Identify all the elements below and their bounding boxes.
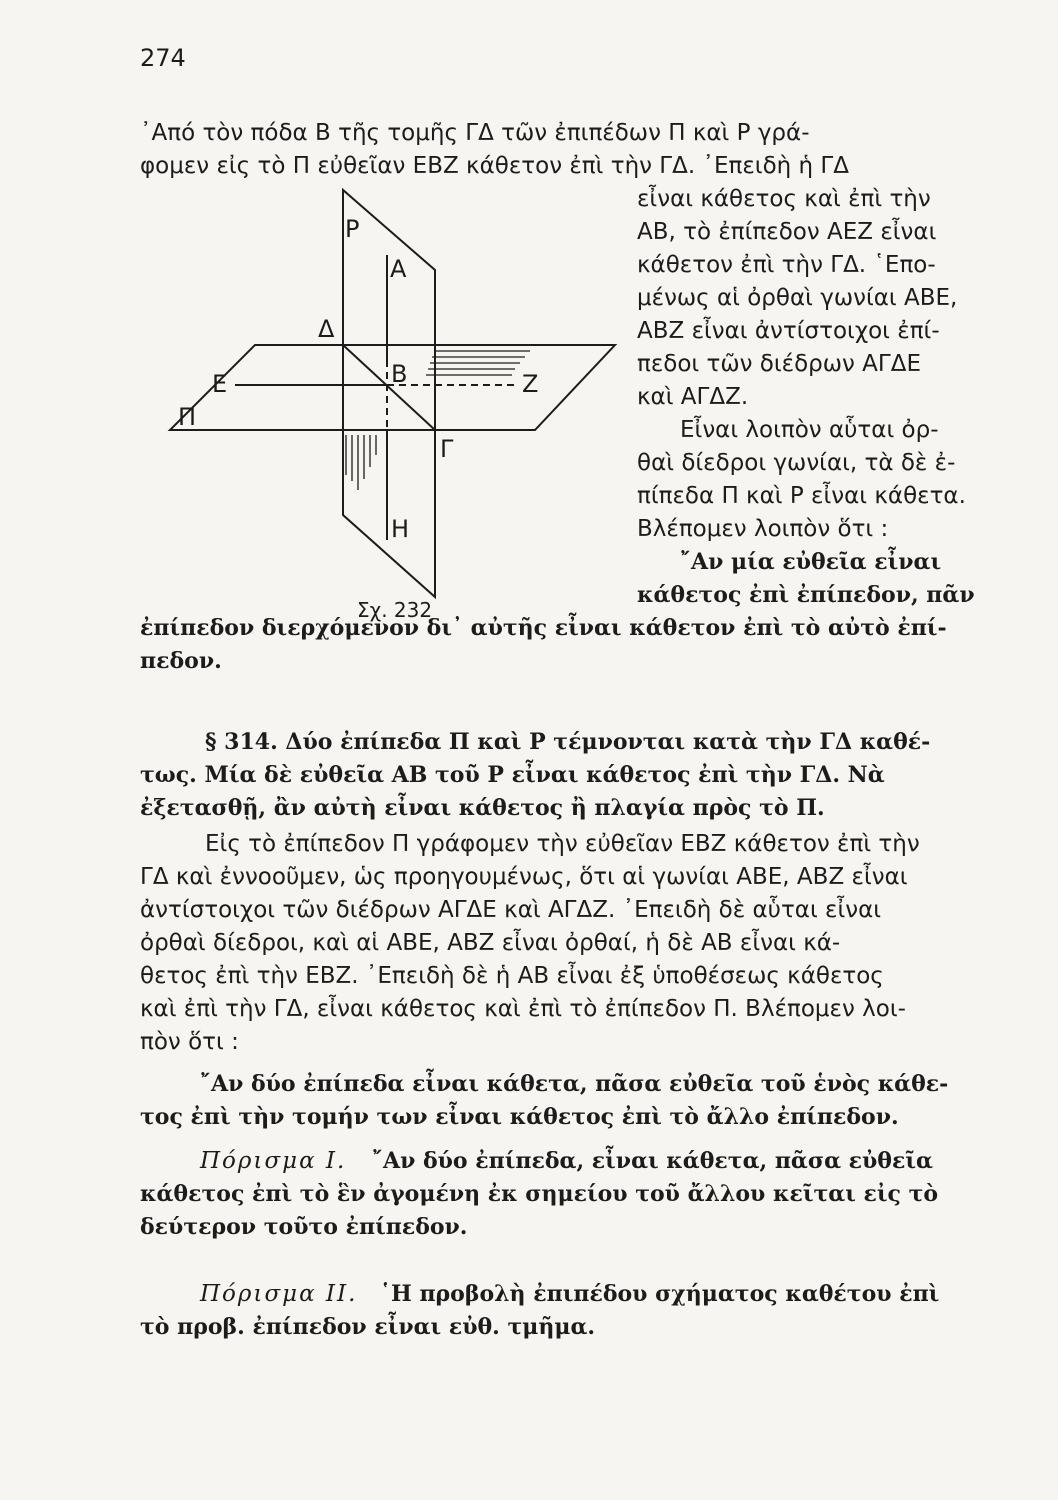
text-line: Εἰς τὸ ἐπίπεδον Π γράφομεν τὴν εὐθεῖαν ΕΒΖ κάθετον ἐπὶ τὴν: [205, 831, 920, 857]
text-line: ῎Αν μία εὐθεῖα εἶναι: [680, 549, 942, 575]
text-line: ἐπίπεδον διερχόμενον δι᾽ αὐτῆς εἶναι κάθετον ἐπὶ τὸ αὐτὸ ἐπί-: [140, 615, 947, 641]
label-d: Δ: [318, 315, 335, 343]
text-line: θαὶ δίεδροι γωνίαι, τὰ δὲ ἐ-: [637, 450, 956, 476]
text-line: πίπεδα Π καὶ Ρ εἶναι κάθετα.: [637, 483, 966, 509]
text-line: ΓΔ καὶ ἐννοοῦμεν, ὡς προηγουμένως, ὅτι αἱ γωνίαι ΑΒΕ, ΑΒΖ εἶναι: [140, 864, 908, 890]
hatching-upper: [426, 351, 530, 375]
label-z: Ζ: [522, 370, 539, 398]
text-line: ᾽Από τὸν πόδα Β τῆς τομῆς ΓΔ τῶν ἐπιπέδων Π καὶ Ρ γρά-: [140, 120, 810, 146]
figure-caption: Σχ. 232: [357, 598, 433, 622]
corollary-1-label: Πόρισμα Ι.: [200, 1148, 347, 1174]
section-heading: § 314. Δύο ἐπίπεδα Π καὶ Ρ τέμνονται κατὰ τὴν ΓΔ καθέ-: [205, 729, 931, 755]
text-line: ΑΒ, τὸ ἐπίπεδον ΑΕΖ εἶναι: [637, 219, 937, 245]
text-line: ἐξετασθῇ, ἂν αὐτὴ εἶναι κάθετος ἢ πλαγία πρὸς τὸ Π.: [140, 795, 825, 821]
text-line: δεύτερον τοῦτο ἐπίπεδον.: [140, 1214, 468, 1240]
text-line: κάθετον ἐπὶ τὴν ΓΔ. ῾Επο-: [637, 252, 936, 278]
text-line: εἶναι κάθετος καὶ ἐπὶ τὴν: [637, 186, 931, 212]
label-e: Ε: [212, 370, 228, 398]
text-line: κάθετος ἐπὶ ἐπίπεδον, πᾶν: [637, 582, 975, 608]
text-line: φομεν εἰς τὸ Π εὐθεῖαν ΕΒΖ κάθετον ἐπὶ τὴν ΓΔ. ᾽Επειδὴ ἡ ΓΔ: [140, 153, 849, 179]
page-number: 274: [140, 44, 186, 72]
text-line: πεδον.: [140, 648, 222, 674]
line-dg: [343, 345, 435, 430]
text-line: τως. Μία δὲ εὐθεῖα ΑΒ τοῦ Ρ εἶναι κάθετος ἐπὶ τὴν ΓΔ. Νὰ: [140, 762, 885, 788]
text-line: ΑΒΖ εἶναι ἀντίστοιχοι ἐπί-: [637, 318, 940, 344]
text-line: τὸ προβ. ἐπίπεδον εἶναι εὐθ. τμῆμα.: [140, 1314, 596, 1340]
text-line: ῾Η προβολὴ ἐπιπέδου σχήματος καθέτου ἐπὶ: [380, 1281, 940, 1307]
text-line: ῎Αν δύο ἐπίπεδα, εἶναι κάθετα, πᾶσα εὐθεῖα: [372, 1148, 933, 1174]
text-line: πὸν ὅτι :: [140, 1029, 239, 1055]
text-line: ῎Αν δύο ἐπίπεδα εἶναι κάθετα, πᾶσα εὐθεῖα τοῦ ἑνὸς κάθε-: [200, 1071, 949, 1097]
figure-232: [160, 185, 620, 605]
corollary-2-label: Πόρισμα ΙΙ.: [200, 1281, 358, 1307]
text-line: πεδοι τῶν διέδρων ΑΓΔΕ: [637, 351, 921, 377]
text-line: κάθετος ἐπὶ τὸ ἓν ἀγομένη ἐκ σημείου τοῦ ἄλλου κεῖται εἰς τὸ: [140, 1181, 939, 1207]
label-a: Α: [390, 255, 407, 283]
label-pi: Π: [178, 403, 197, 431]
text-line: μένως αἱ ὀρθαὶ γωνίαι ΑΒΕ,: [637, 285, 958, 311]
plane-p: [343, 190, 435, 597]
label-h: Η: [391, 515, 410, 543]
text-line: Βλέπομεν λοιπὸν ὅτι :: [637, 516, 889, 542]
text-line: ὀρθαὶ δίεδροι, καὶ αἱ ΑΒΕ, ΑΒΖ εἶναι ὀρθαί, ἡ δὲ ΑΒ εἶναι κά-: [140, 930, 841, 956]
hatching-lower: [346, 435, 376, 490]
label-p: Ρ: [345, 215, 360, 243]
text-line: καὶ ΑΓΔΖ.: [637, 384, 749, 410]
text-line: θετος ἐπὶ τὴν ΕΒΖ. ᾽Επειδὴ δὲ ἡ ΑΒ εἶναι ἐξ ὑποθέσεως κάθετος: [140, 963, 884, 989]
label-g: Γ: [440, 435, 454, 463]
text-line: καὶ ἐπὶ τὴν ΓΔ, εἶναι κάθετος καὶ ἐπὶ τὸ ἐπίπεδον Π. Βλέπομεν λοι-: [140, 996, 906, 1022]
label-b: Β: [391, 360, 408, 388]
text-line: τος ἐπὶ τὴν τομήν των εἶναι κάθετος ἐπὶ τὸ ἄλλο ἐπίπεδον.: [140, 1104, 899, 1130]
text-line: Εἶναι λοιπὸν αὗται ὀρ-: [680, 417, 939, 443]
text-line: ἀντίστοιχοι τῶν διέδρων ΑΓΔΕ καὶ ΑΓΔΖ. ᾽Επειδὴ δὲ αὗται εἶναι: [140, 897, 882, 923]
